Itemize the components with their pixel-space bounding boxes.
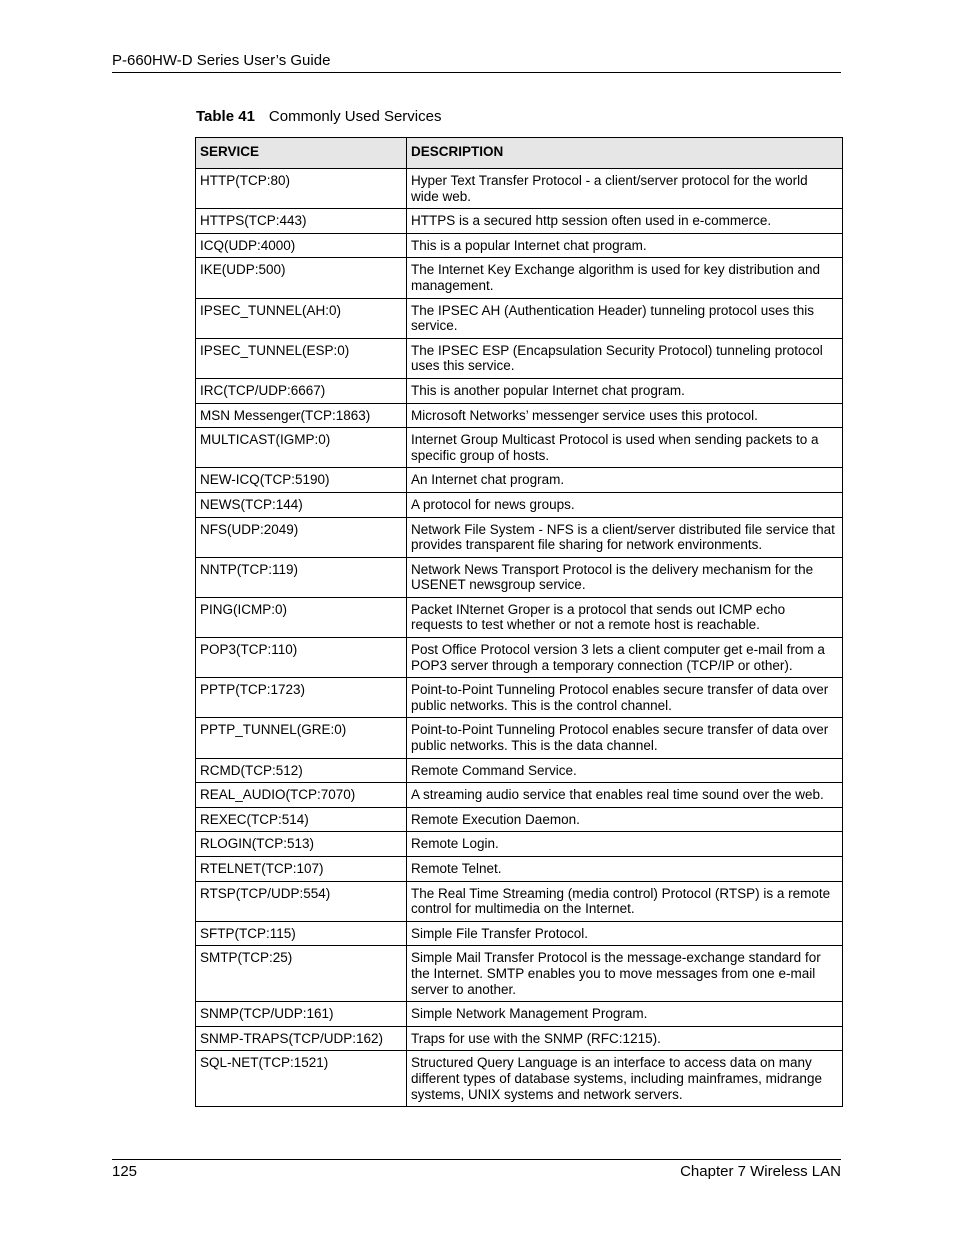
description-cell: Remote Command Service.	[407, 758, 843, 783]
description-cell: A streaming audio service that enables real time sound over the web.	[407, 783, 843, 808]
description-cell: Structured Query Language is an interface to access data on many different types of database systems, including mainframes, midrange systems, UNIX systems and network servers.	[407, 1051, 843, 1107]
service-cell: IKE(UDP:500)	[196, 258, 407, 298]
description-cell: HTTPS is a secured http session often used in e-commerce.	[407, 209, 843, 234]
table-row	[196, 258, 843, 298]
description-cell: The IPSEC AH (Authentication Header) tunneling protocol uses this service.	[407, 298, 843, 338]
description-cell: A protocol for news groups.	[407, 492, 843, 517]
table-row	[196, 233, 843, 258]
description-cell: This is a popular Internet chat program.	[407, 233, 843, 258]
service-cell: HTTP(TCP:80)	[196, 169, 407, 209]
description-cell: Remote Telnet.	[407, 857, 843, 882]
table-body	[196, 169, 843, 1107]
table-row	[196, 298, 843, 338]
service-cell: NNTP(TCP:119)	[196, 557, 407, 597]
service-cell: NFS(UDP:2049)	[196, 517, 407, 557]
service-cell: RTSP(TCP/UDP:554)	[196, 881, 407, 921]
description-cell: Microsoft Networks’ messenger service uses this protocol.	[407, 403, 843, 428]
table-row	[196, 378, 843, 403]
description-cell: This is another popular Internet chat program.	[407, 378, 843, 403]
column-header-service: SERVICE	[196, 138, 407, 169]
description-cell: Simple File Transfer Protocol.	[407, 921, 843, 946]
description-cell: Hyper Text Transfer Protocol - a client/server protocol for the world wide web.	[407, 169, 843, 209]
service-cell: RCMD(TCP:512)	[196, 758, 407, 783]
service-cell: PPTP_TUNNEL(GRE:0)	[196, 718, 407, 758]
description-cell: The IPSEC ESP (Encapsulation Security Protocol) tunneling protocol uses this service.	[407, 338, 843, 378]
table-row	[196, 857, 843, 882]
description-cell: The Internet Key Exchange algorithm is used for key distribution and management.	[407, 258, 843, 298]
description-cell: Point-to-Point Tunneling Protocol enables secure transfer of data over public networks. This is the control channel.	[407, 678, 843, 718]
service-cell: IPSEC_TUNNEL(AH:0)	[196, 298, 407, 338]
table-row	[196, 1002, 843, 1027]
table-row	[196, 517, 843, 557]
table-row	[196, 338, 843, 378]
table-row	[196, 881, 843, 921]
table-row	[196, 832, 843, 857]
service-cell: IPSEC_TUNNEL(ESP:0)	[196, 338, 407, 378]
service-cell: POP3(TCP:110)	[196, 638, 407, 678]
table-row	[196, 169, 843, 209]
service-cell: REXEC(TCP:514)	[196, 807, 407, 832]
table-caption	[196, 108, 441, 126]
service-cell: HTTPS(TCP:443)	[196, 209, 407, 234]
service-cell: SNMP(TCP/UDP:161)	[196, 1002, 407, 1027]
table-row	[196, 807, 843, 832]
description-cell: Remote Login.	[407, 832, 843, 857]
service-cell: SNMP-TRAPS(TCP/UDP:162)	[196, 1026, 407, 1051]
table-row	[196, 718, 843, 758]
service-cell: REAL_AUDIO(TCP:7070)	[196, 783, 407, 808]
table-row	[196, 468, 843, 493]
table-row	[196, 557, 843, 597]
page-number: 125	[112, 1163, 138, 1180]
table-row	[196, 758, 843, 783]
description-cell: Simple Mail Transfer Protocol is the message-exchange standard for the Internet. SMTP enables you to move messages from one e-mail server to another.	[407, 946, 843, 1002]
description-cell: Post Office Protocol version 3 lets a client computer get e-mail from a POP3 server through a temporary connection (TCP/IP or other).	[407, 638, 843, 678]
table-row	[196, 783, 843, 808]
description-cell: Remote Execution Daemon.	[407, 807, 843, 832]
service-cell: PPTP(TCP:1723)	[196, 678, 407, 718]
description-cell: Packet INternet Groper is a protocol that sends out ICMP echo requests to test whether or not a remote host is reachable.	[407, 597, 843, 637]
description-cell: Network News Transport Protocol is the delivery mechanism for the USENET newsgroup service.	[407, 557, 843, 597]
services-table	[195, 137, 843, 1107]
table-header-row	[196, 138, 843, 169]
service-cell: MSN Messenger(TCP:1863)	[196, 403, 407, 428]
description-cell: Simple Network Management Program.	[407, 1002, 843, 1027]
service-cell: NEWS(TCP:144)	[196, 492, 407, 517]
table-row	[196, 678, 843, 718]
description-cell: Network File System - NFS is a client/server distributed file service that provides transparent file sharing for network environments.	[407, 517, 843, 557]
running-header	[112, 52, 841, 73]
description-cell: The Real Time Streaming (media control) Protocol (RTSP) is a remote control for multimedia on the Internet.	[407, 881, 843, 921]
table-row	[196, 492, 843, 517]
table-row	[196, 1026, 843, 1051]
service-cell: IRC(TCP/UDP:6667)	[196, 378, 407, 403]
table-row	[196, 403, 843, 428]
service-cell: NEW-ICQ(TCP:5190)	[196, 468, 407, 493]
service-cell: SQL-NET(TCP:1521)	[196, 1051, 407, 1107]
chapter-title: Chapter 7 Wireless LAN	[680, 1163, 841, 1180]
description-cell: Internet Group Multicast Protocol is used when sending packets to a specific group of hosts.	[407, 428, 843, 468]
service-cell: RTELNET(TCP:107)	[196, 857, 407, 882]
table-number: Table 41	[196, 108, 255, 125]
service-cell: MULTICAST(IGMP:0)	[196, 428, 407, 468]
table-title: Commonly Used Services	[268, 108, 442, 125]
description-cell: Point-to-Point Tunneling Protocol enables secure transfer of data over public networks. This is the data channel.	[407, 718, 843, 758]
description-cell: An Internet chat program.	[407, 468, 843, 493]
service-cell: SFTP(TCP:115)	[196, 921, 407, 946]
table-row	[196, 209, 843, 234]
page-footer	[112, 1159, 841, 1180]
table-row	[196, 428, 843, 468]
service-cell: SMTP(TCP:25)	[196, 946, 407, 1002]
guide-title: P-660HW-D Series User’s Guide	[112, 52, 331, 69]
service-cell: PING(ICMP:0)	[196, 597, 407, 637]
column-header-description: DESCRIPTION	[407, 138, 843, 169]
description-cell: Traps for use with the SNMP (RFC:1215).	[407, 1026, 843, 1051]
table-row	[196, 597, 843, 637]
table-row	[196, 638, 843, 678]
service-cell: RLOGIN(TCP:513)	[196, 832, 407, 857]
service-cell: ICQ(UDP:4000)	[196, 233, 407, 258]
table-row	[196, 921, 843, 946]
table-row	[196, 1051, 843, 1107]
table-row	[196, 946, 843, 1002]
